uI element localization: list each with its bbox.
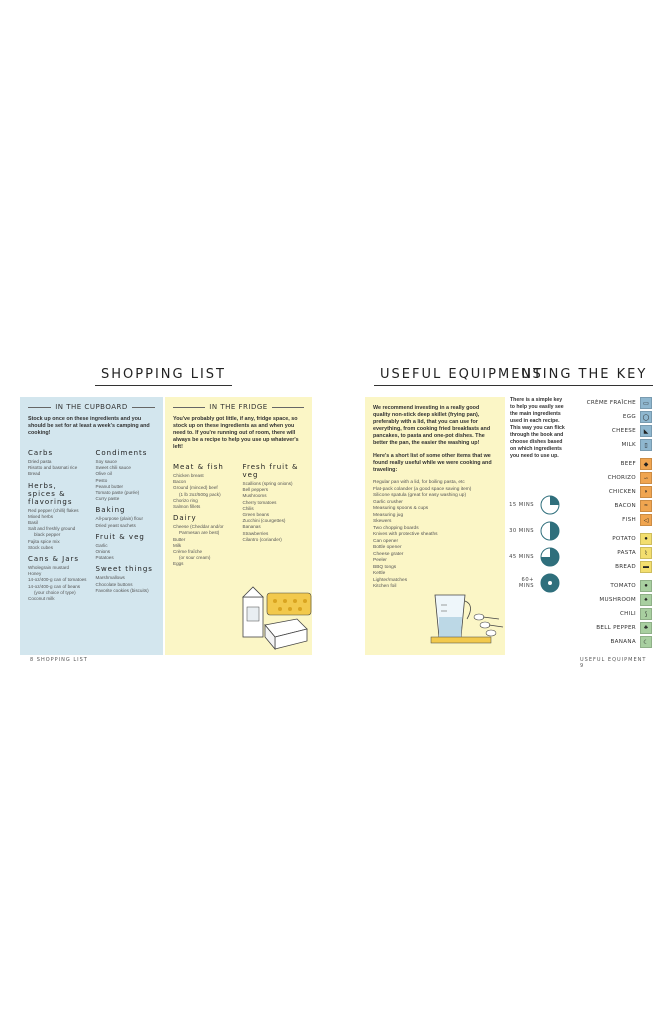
- section-heading: Fruit & veg: [95, 532, 145, 541]
- list-item: Chicken breast: [173, 473, 204, 478]
- list-item: Bread: [28, 471, 41, 477]
- list-item: Bananas: [242, 524, 261, 530]
- clock-icon: [540, 521, 560, 541]
- list-item: Marshmallows: [95, 575, 125, 581]
- list-item: 14-oz/400-g can of tomatoes: [28, 577, 87, 583]
- list-item: Salmon fillets: [173, 504, 201, 510]
- list-item: Chocolate buttons: [95, 581, 133, 587]
- section-heading: Meat & fish: [173, 463, 224, 471]
- equipment-intro-2: Here's a short list of some other items that we found really useful while we were cooking and traveling:: [373, 453, 492, 473]
- chicken-icon: ◗: [640, 486, 652, 498]
- list-item: Wholegrain mustard: [28, 565, 70, 571]
- list-item: All-purpose (plain) flour: [95, 516, 143, 522]
- dairy-illustration: [235, 583, 312, 653]
- list-item: Soy sauce: [95, 459, 117, 464]
- key-row: [621, 458, 652, 470]
- list-item: Onions: [95, 549, 111, 555]
- equipment-item: Kitchen foil: [373, 584, 397, 589]
- list-item: Zucchini (courgettes): [242, 518, 286, 524]
- fridge-column-1: [173, 459, 235, 568]
- cupboard-heading: IN THE CUPBOARD: [55, 403, 128, 411]
- equipment-panel: [365, 397, 505, 655]
- key-row: [620, 608, 652, 620]
- equipment-item: Two chopping boards: [373, 525, 419, 531]
- tub-icon: ▭: [640, 397, 652, 409]
- sausage-icon: ∽: [640, 472, 652, 484]
- list-item: Risotto and basmati rice: [28, 465, 78, 471]
- list-item: Fajita spice mix: [28, 538, 60, 544]
- time-key-row: [508, 495, 560, 515]
- key-row: [615, 561, 652, 573]
- cupboard-column-1: [28, 445, 88, 602]
- equipment-intro-1: We recommend investing in a really good quality non-stick deep skillet (frying pan), preferably with a lid, that you can use for everything, from cooking fried breakfasts and pancakes, to pasta and one-pot dishes. The better the pan, the easier the washing up!: [373, 405, 491, 446]
- time-label: 30 MINS: [509, 528, 534, 534]
- list-item: Crème fraîche: [173, 549, 203, 555]
- cheese-icon: ◣: [640, 425, 652, 437]
- equipment-item: Lighter/matches: [373, 577, 408, 583]
- list-item: Curry paste: [95, 496, 120, 502]
- list-item: Sweet chili sauce: [95, 465, 131, 471]
- list-item: Olive oil: [95, 471, 112, 477]
- list-item: Peanut butter: [95, 483, 124, 489]
- banana-icon: ☾: [640, 636, 652, 648]
- key-label: CHILI: [619, 611, 636, 617]
- key-row: [611, 636, 653, 648]
- equipment-item: Regular pan with a lid, for boiling pasta, etc: [373, 480, 465, 485]
- key-label: CHEESE: [611, 428, 636, 434]
- measuring-jug-illustration: [427, 587, 505, 647]
- clock-icon: [540, 495, 560, 515]
- equipment-item: Silicone spatula (great for easy washing up): [373, 493, 467, 498]
- using-the-key-title: USING THE KEY: [515, 367, 653, 386]
- list-item: Tomato paste (purée): [95, 490, 140, 496]
- cupboard-column-2: [96, 445, 156, 602]
- mushroom-icon: ♠: [640, 594, 652, 606]
- left-page-footer: 8 SHOPPING LIST: [30, 657, 88, 663]
- list-item: Cheese (Cheddar and/or: [173, 524, 224, 530]
- list-item: black pepper: [34, 532, 61, 538]
- milk-icon: ▯: [640, 439, 652, 451]
- equipment-item: Kettle: [373, 571, 386, 576]
- key-label: CHORIZO: [607, 475, 636, 481]
- key-label: CHICKEN: [608, 489, 636, 495]
- list-item: Mixed herbs: [28, 513, 54, 519]
- shopping-list-title: SHOPPING LIST: [95, 367, 232, 386]
- equipment-item: Flat-pack colander (a good space saving item): [373, 486, 472, 492]
- list-item: Green beans: [242, 512, 270, 518]
- equipment-item: Knives with protective sheaths: [373, 532, 438, 537]
- section-heading: Cans & Jars: [28, 555, 80, 564]
- key-label: BACON: [614, 503, 636, 509]
- equipment-item: Can opener: [373, 538, 399, 544]
- list-item: Pesto: [95, 477, 108, 483]
- fridge-panel: [165, 397, 312, 655]
- time-key-row: [508, 573, 560, 593]
- equipment-list: [365, 480, 505, 591]
- fridge-column-2: [243, 459, 305, 568]
- list-item: Honey: [28, 571, 42, 577]
- section-heading: Sweet things: [95, 565, 153, 574]
- key-row: [612, 425, 652, 437]
- key-label: BEEF: [620, 461, 636, 467]
- key-label: MUSHROOM: [599, 597, 636, 603]
- list-item: Bell peppers: [242, 487, 269, 493]
- clock-fill: [550, 496, 559, 505]
- list-item: Parmesan are best): [179, 530, 220, 536]
- cow-icon: ◆: [640, 458, 652, 470]
- egg-icon: ◯: [640, 411, 652, 423]
- list-item: (1 lb 2oz/500g pack): [179, 491, 221, 497]
- key-label: FISH: [622, 517, 636, 523]
- list-item: Red pepper (chilli) flakes: [28, 507, 79, 513]
- key-row: [617, 547, 652, 559]
- equipment-item: Skewers: [373, 519, 392, 524]
- list-item: (your choice of type): [34, 589, 76, 595]
- time-key-row: [508, 547, 560, 567]
- equipment-item: Cheese grater: [373, 551, 404, 557]
- key-label: EGG: [622, 414, 636, 420]
- list-item: Mushrooms: [242, 493, 267, 499]
- time-label: 45 MINS: [509, 554, 534, 560]
- useful-equipment-title: USEFUL EQUIPMENT: [374, 367, 549, 386]
- section-heading: Dairy: [173, 514, 197, 523]
- list-item: Favorite cookies (biscuits): [95, 587, 149, 593]
- list-item: Bacon: [173, 479, 187, 485]
- time-label: 15 MINS: [509, 502, 534, 508]
- chili-icon: ⟆: [640, 608, 652, 620]
- bread-icon: ▬: [640, 561, 652, 573]
- list-item: Chorizo ring: [173, 497, 198, 503]
- section-heading: Baking: [95, 506, 126, 515]
- list-item: 14-oz/400-g can of beans: [28, 583, 81, 589]
- time-label: 60+ MINS: [518, 577, 534, 589]
- time-key-row: [508, 521, 560, 541]
- list-item: Cilantro (coriander): [242, 536, 282, 542]
- list-item: Butter: [173, 536, 186, 542]
- list-item: Coconut milk: [28, 596, 55, 602]
- list-item: (or sour cream): [179, 555, 211, 561]
- list-item: Chilis: [242, 505, 254, 511]
- equipment-item: Peeler: [373, 558, 387, 563]
- section-heading: Condiments: [95, 449, 148, 457]
- section-heading: Carbs: [28, 449, 54, 457]
- key-row: [609, 486, 652, 498]
- key-label: CRÈME FRAÎCHE: [586, 400, 636, 406]
- cupboard-intro: Stock up once on these ingredients and you should be set for at least a week's camping and cooking!: [28, 416, 150, 436]
- key-label: TOMATO: [610, 583, 636, 589]
- list-item: Ground (minced) beef: [173, 485, 218, 491]
- cupboard-panel: [20, 397, 163, 655]
- fridge-intro: You've probably got little, if any, fridge space, so stock up on these ingredients as and when you need to. If you're running out of room, there will always be a recipe to help you use up whatever's left!: [173, 416, 299, 450]
- clock-icon: [540, 573, 560, 593]
- key-label: POTATO: [612, 536, 636, 542]
- list-item: Scallions (spring onions): [242, 481, 293, 486]
- key-intro: There is a simple key to help you easily see the main ingredients used in each recipe. This way you can flick through the book and choose dishes based on which ingredients you need to use up.: [510, 397, 565, 459]
- list-item: Stock cubes: [28, 544, 54, 550]
- equipment-item: Bottle opener: [373, 545, 402, 550]
- key-row: [622, 439, 652, 451]
- key-row: [599, 594, 652, 606]
- book-spread: [20, 345, 652, 670]
- key-label: BELL PEPPER: [596, 625, 636, 631]
- fish-icon: ◁: [640, 514, 652, 526]
- potato-icon: ●: [640, 533, 652, 545]
- equipment-item: BBQ tongs: [373, 564, 397, 570]
- bacon-icon: ≈: [640, 500, 652, 512]
- key-row: [608, 472, 652, 484]
- equipment-item: Garlic crusher: [373, 499, 403, 505]
- list-item: Dried yeast sachets: [95, 522, 136, 528]
- list-item: Salt and freshly ground: [28, 526, 76, 532]
- clock-icon: [540, 547, 560, 567]
- list-item: Strawberries: [242, 530, 269, 536]
- list-item: Milk: [173, 542, 182, 548]
- list-item: Cherry tomatoes: [242, 499, 277, 505]
- key-label: MILK: [621, 442, 636, 448]
- list-item: Dried pasta: [28, 459, 52, 464]
- list-item: Potatoes: [95, 555, 114, 561]
- list-item: Basil: [28, 520, 38, 526]
- equipment-item: Measuring jug: [373, 512, 404, 518]
- list-item: Garlic: [95, 542, 108, 548]
- key-row: [614, 500, 652, 512]
- pasta-icon: ⌇: [640, 547, 652, 559]
- key-label: BREAD: [615, 564, 636, 570]
- list-item: Eggs: [173, 561, 184, 567]
- right-page-footer: USEFUL EQUIPMENT 9: [580, 657, 647, 669]
- key-row: [587, 397, 652, 409]
- key-label: PASTA: [617, 550, 636, 556]
- clock-fill: [550, 522, 559, 540]
- tomato-icon: ●: [640, 580, 652, 592]
- key-row: [612, 533, 652, 545]
- section-heading: Fresh fruit & veg: [242, 463, 299, 479]
- key-label: BANANA: [610, 639, 636, 645]
- fridge-heading: IN THE FRIDGE: [209, 403, 268, 411]
- pepper-icon: ♣: [640, 622, 652, 634]
- key-row: [596, 622, 652, 634]
- key-row: [610, 580, 652, 592]
- equipment-item: Measuring spoons & cups: [373, 506, 429, 511]
- key-row: [623, 411, 652, 423]
- key-row: [622, 514, 652, 526]
- section-heading: Herbs, spices & flavorings: [28, 481, 73, 506]
